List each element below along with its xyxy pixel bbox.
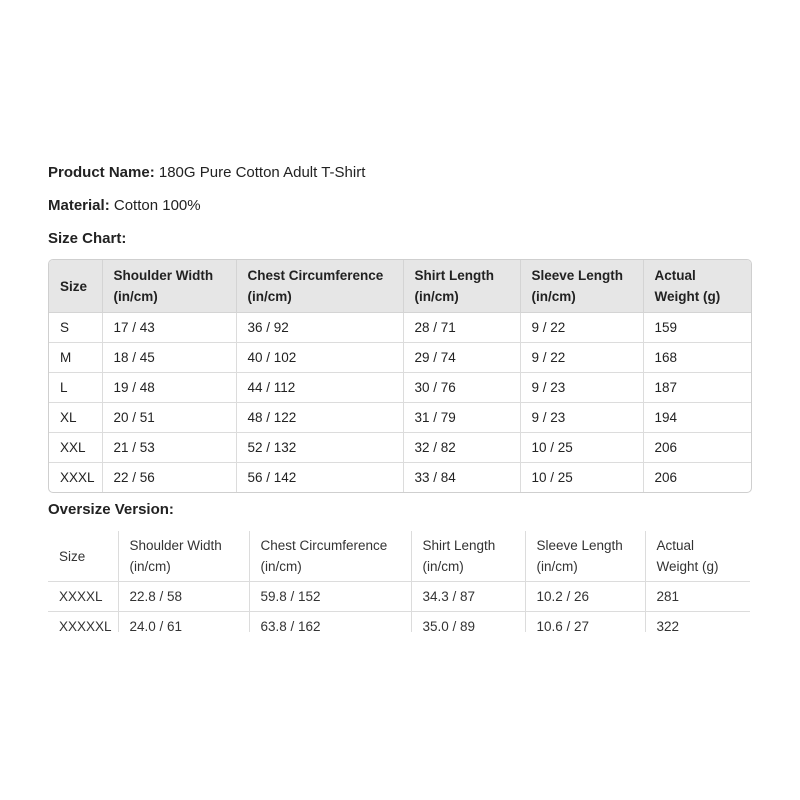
table-cell: 281 <box>645 582 750 612</box>
table-cell: 59.8 / 152 <box>249 582 411 612</box>
table-row <box>49 313 751 343</box>
table-cell: 10 / 25 <box>520 433 643 463</box>
table-cell: 10 / 25 <box>520 463 643 493</box>
table-cell: 20 / 51 <box>102 403 236 433</box>
header-cell: Shoulder Width (in/cm) <box>102 260 236 313</box>
table-cell: 206 <box>654 470 678 485</box>
header-cell: Actual Weight (g) <box>643 260 751 313</box>
table-cell: 194 <box>643 403 751 433</box>
size-chart-table-container <box>48 259 752 493</box>
table-row <box>48 612 750 633</box>
header-cell: Sleeve Length (in/cm) <box>525 531 645 582</box>
table-row <box>48 582 750 612</box>
table-cell: 18 / 45 <box>102 343 236 373</box>
size-chart-title: Size Chart: <box>48 230 127 247</box>
table-cell: 168 <box>643 343 751 373</box>
table-cell: 34.3 / 87 <box>411 582 525 612</box>
table-cell: 32 / 82 <box>403 433 520 463</box>
table-cell: 28 / 71 <box>403 313 520 343</box>
material-line <box>48 196 201 216</box>
table-cell: S <box>49 313 102 343</box>
header-cell: Sleeve Length (in/cm) <box>520 260 643 313</box>
table-cell: 19 / 48 <box>102 373 236 403</box>
table-cell: 10.6 / 27 <box>525 612 645 633</box>
table-cell: 22.8 / 58 <box>118 582 249 612</box>
material-value: Cotton 100% <box>113 197 201 214</box>
product-name-label: Product Name: <box>48 164 155 181</box>
header-cell: Chest Circumference (in/cm) <box>249 531 411 582</box>
table-cell: 22 / 56 <box>102 463 236 493</box>
header-cell: Shirt Length (in/cm) <box>403 260 520 313</box>
table-cell: 29 / 74 <box>403 343 520 373</box>
table-cell: 159 <box>643 313 751 343</box>
header-cell: Actual Weight (g) <box>645 531 750 582</box>
product-name-value: 180G Pure Cotton Adult T-Shirt <box>158 164 366 181</box>
table-cell: XXXXL <box>48 582 118 612</box>
header-cell: Shoulder Width (in/cm) <box>118 531 249 582</box>
table-cell: 9 / 23 <box>520 373 643 403</box>
header-cell: Size <box>49 260 102 313</box>
table-cell: 56 / 142 <box>236 463 403 493</box>
oversize-title: Oversize Version: <box>48 501 174 518</box>
table-cell: 52 / 132 <box>236 433 403 463</box>
table-cell: XL <box>49 403 102 433</box>
oversize-table <box>48 531 750 632</box>
size-chart-table <box>49 260 751 492</box>
table-row <box>49 403 751 433</box>
table-cell: 44 / 112 <box>236 373 403 403</box>
table-row <box>49 463 751 493</box>
oversize-header-row <box>48 531 750 582</box>
table-cell: 206 <box>643 433 751 463</box>
size-chart-header-row <box>49 260 751 313</box>
table-cell: 10.2 / 26 <box>525 582 645 612</box>
table-cell: 21 / 53 <box>102 433 236 463</box>
table-cell: 40 / 102 <box>236 343 403 373</box>
table-cell: 9 / 22 <box>520 313 643 343</box>
table-cell: L <box>49 373 102 403</box>
table-cell: 187 <box>643 373 751 403</box>
table-cell: 33 / 84 <box>403 463 520 493</box>
table-cell: XXL <box>49 433 102 463</box>
table-cell: 35.0 / 89 <box>411 612 525 633</box>
table-row <box>49 343 751 373</box>
table-cell: 9 / 23 <box>520 403 643 433</box>
table-cell: 36 / 92 <box>236 313 403 343</box>
table-cell: 48 / 122 <box>236 403 403 433</box>
table-cell: 31 / 79 <box>403 403 520 433</box>
table-row <box>49 433 751 463</box>
table-cell: 322 <box>645 612 750 633</box>
header-cell: Chest Circumference (in/cm) <box>236 260 403 313</box>
table-cell: 17 / 43 <box>102 313 236 343</box>
table-row <box>49 373 751 403</box>
material-label: Material: <box>48 197 110 214</box>
table-cell: 9 / 22 <box>520 343 643 373</box>
header-cell: Shirt Length (in/cm) <box>411 531 525 582</box>
product-name-line <box>48 163 365 183</box>
oversize-table-container <box>48 531 750 632</box>
table-cell: M <box>49 343 102 373</box>
table-cell: 63.8 / 162 <box>249 612 411 633</box>
table-cell: XXXL <box>49 463 102 493</box>
table-cell: XXXXXL <box>48 612 118 633</box>
table-cell: 24.0 / 61 <box>118 612 249 633</box>
table-cell: 30 / 76 <box>403 373 520 403</box>
header-cell: Size <box>48 531 118 582</box>
